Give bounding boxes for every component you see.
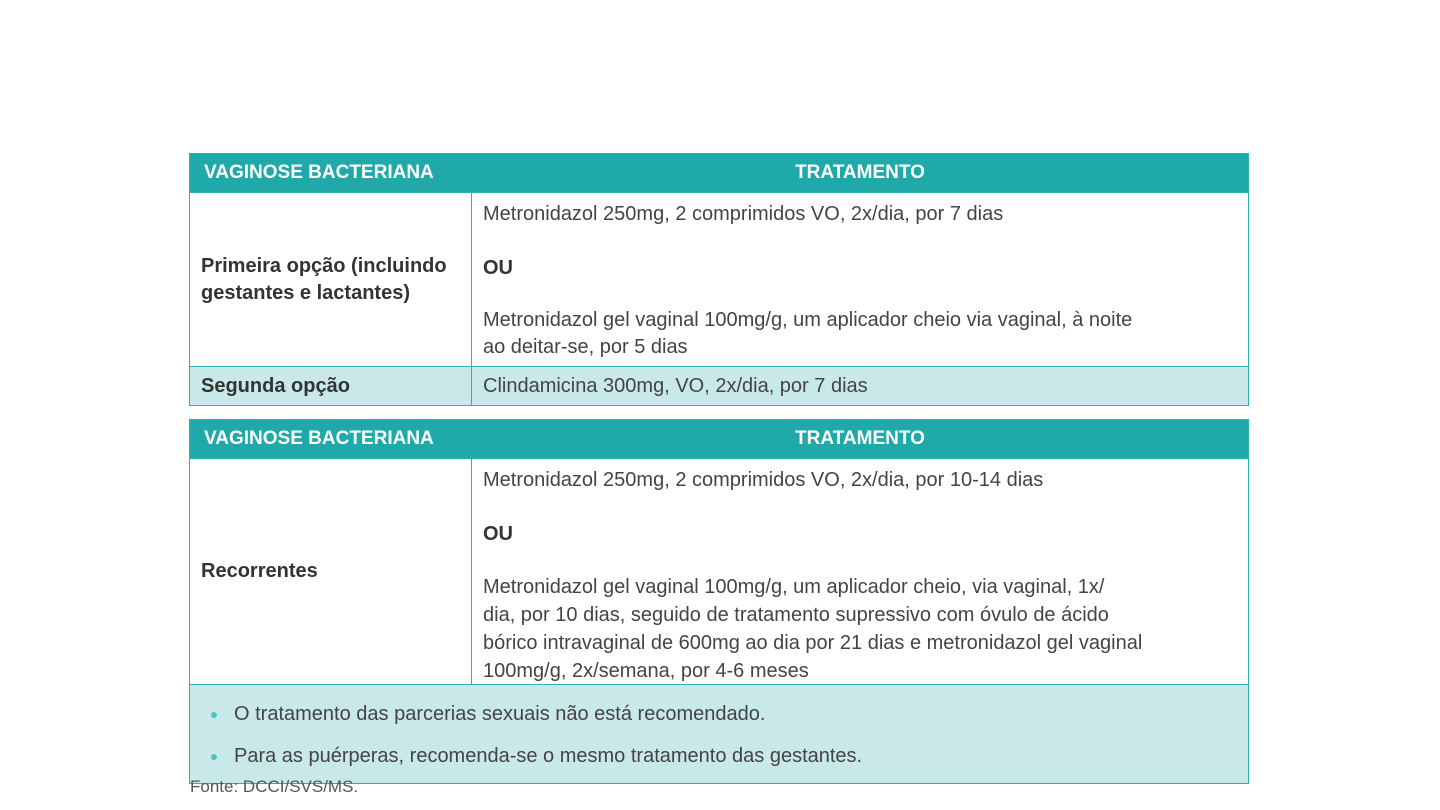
row-label-first-option (190, 193, 472, 366)
or-separator: OU (483, 257, 513, 279)
row-label-line: gestantes e lactantes) (201, 281, 410, 304)
treatment-text (483, 573, 1234, 685)
row-label-second-option: Segunda opção (190, 367, 472, 405)
header-treatment: TRATAMENTO (795, 428, 925, 449)
or-separator: OU (483, 523, 513, 545)
treatment-line: Metronidazol gel vaginal 100mg/g, um aplicador cheio, via vaginal, 1x/ (483, 576, 1105, 598)
note-item (190, 693, 1248, 735)
table-row-first-option (190, 192, 1248, 366)
treatment-text: Metronidazol 250mg, 2 comprimidos VO, 2x/dia, por 10-14 dias (483, 469, 1044, 491)
row-treatment-recurrent (472, 459, 1248, 684)
bullet-icon: ● (209, 706, 219, 722)
row-label-line: Primeira opção (incluindo (201, 254, 447, 277)
note-text: O tratamento das parcerias sexuais não está recomendado. (234, 702, 766, 725)
notes-section (190, 684, 1248, 783)
source-note: Fonte: DCCI/SVS/MS. (190, 777, 359, 796)
header-condition: VAGINOSE BACTERIANA (204, 428, 434, 449)
treatment-line: Metronidazol gel vaginal 100mg/g, um aplicador cheio via vaginal, à noite (483, 309, 1133, 331)
treatment-text (483, 307, 1234, 361)
header-condition: VAGINOSE BACTERIANA (204, 162, 434, 183)
bullet-icon: ● (209, 748, 219, 764)
note-text: Para as puérperas, recomenda-se o mesmo tratamento das gestantes. (234, 744, 863, 767)
treatment-table-first-second (189, 153, 1249, 406)
table-header (190, 420, 1248, 458)
row-treatment-second-option: Clindamicina 300mg, VO, 2x/dia, por 7 dias (483, 374, 868, 397)
row-treatment-first-option (472, 193, 1248, 366)
table-header (190, 154, 1248, 192)
note-item (190, 735, 1248, 777)
treatment-text: Metronidazol 250mg, 2 comprimidos VO, 2x/dia, por 7 dias (483, 203, 1004, 225)
row-label-recurrent: Recorrentes (190, 459, 472, 684)
treatment-line: ao deitar-se, por 5 dias (483, 336, 688, 358)
treatment-line: dia, por 10 dias, seguido de tratamento supressivo com óvulo de ácido (483, 604, 1109, 626)
table-row-recurrent (190, 458, 1248, 684)
treatment-table-recurrent (189, 419, 1249, 784)
treatment-line: bórico intravaginal de 600mg ao dia por 21 dias e metronidazol gel vaginal (483, 632, 1143, 654)
header-treatment: TRATAMENTO (795, 162, 925, 183)
table-row-second-option (190, 366, 1248, 405)
treatment-line: 100mg/g, 2x/semana, por 4-6 meses (483, 660, 809, 682)
